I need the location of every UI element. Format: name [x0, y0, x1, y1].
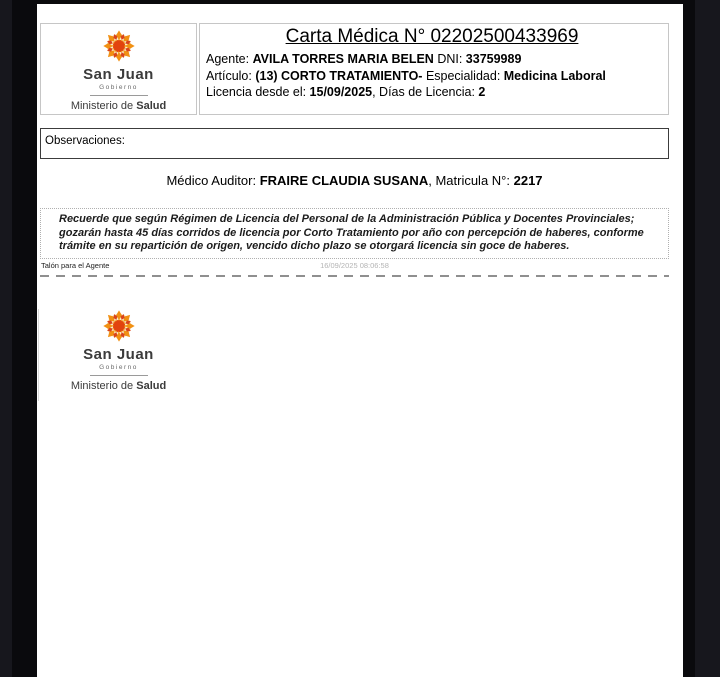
logo-divider [90, 375, 148, 376]
licencia-fecha: 15/09/2025 [309, 85, 373, 99]
logo-name: San Juan [83, 65, 154, 83]
talon-logo-wrap [40, 307, 197, 392]
observaciones-label: Observaciones: [45, 135, 125, 147]
logo-gobierno: Gobierno [99, 363, 138, 371]
medical-certificate-page [37, 4, 683, 677]
matricula-value: 2217 [513, 173, 543, 188]
header-logo-cell [40, 23, 197, 115]
logo-divider [90, 95, 148, 96]
legal-notice-text: Recuerde que según Régimen de Licencia del Personal de la Administración Pública y Docentes Provinciales; gozarán hasta 45 días corridos de licencia por Corto Tratamiento por año con percepción de haberes, conforme trámite en su repartición de origen, vencido dicho plazo se otorgará licencia sin goce de haberes. [59, 213, 644, 252]
san-juan-logo-talon [71, 307, 166, 392]
agente-label: Agente: [206, 52, 253, 66]
san-juan-logo [71, 27, 166, 112]
talon-section-edge-line [38, 309, 39, 401]
matricula-label: , Matricula N°: [428, 173, 514, 188]
header-info-cell [199, 23, 669, 115]
dias-label: , Días de Licencia: [372, 85, 479, 99]
articulo-label: Artículo: [206, 68, 256, 83]
talon-label: Talón para el Agente [41, 260, 110, 270]
licencia-label: Licencia desde el: [206, 85, 310, 99]
dni-value: 33759989 [465, 52, 522, 66]
cut-line-separator [40, 275, 669, 277]
dias-value: 2 [478, 85, 486, 99]
agente-line [206, 51, 658, 68]
viewer-frame-right [695, 0, 720, 677]
medico-auditor-line [40, 173, 669, 189]
logo-ministerio [71, 100, 166, 112]
especialidad-value: Medicina Laboral [503, 68, 606, 83]
articulo-value: (13) CORTO TRATAMIENTO- [255, 68, 426, 83]
logo-ministerio-bold: Salud [136, 99, 167, 112]
articulo-line [206, 68, 658, 85]
logo-ministerio [71, 380, 166, 392]
agente-name: AVILA TORRES MARIA BELEN [252, 52, 434, 66]
talon-section [40, 307, 669, 392]
logo-name: San Juan [83, 345, 154, 363]
especialidad-label: Especialidad: [425, 68, 504, 83]
document-title: Carta Médica N° 02202500433969 [285, 26, 579, 47]
logo-gobierno: Gobierno [99, 83, 138, 91]
print-timestamp: 16/09/2025 08:06:58 [320, 260, 389, 270]
auditor-name: FRAIRE CLAUDIA SUSANA [259, 173, 429, 188]
san-juan-sun-icon [100, 27, 138, 65]
certificate-header [40, 23, 669, 115]
licencia-line [206, 84, 658, 101]
logo-ministerio-prefix: Ministerio de [70, 379, 137, 392]
logo-ministerio-prefix: Ministerio de [70, 99, 137, 112]
legal-notice-box [40, 208, 669, 259]
talon-row [40, 261, 669, 271]
san-juan-sun-icon [100, 307, 138, 345]
logo-ministerio-bold: Salud [136, 379, 167, 392]
observaciones-box [40, 128, 669, 159]
dni-label: DNI: [433, 52, 466, 66]
auditor-label: Médico Auditor: [166, 173, 260, 188]
viewer-frame-left [0, 0, 12, 677]
